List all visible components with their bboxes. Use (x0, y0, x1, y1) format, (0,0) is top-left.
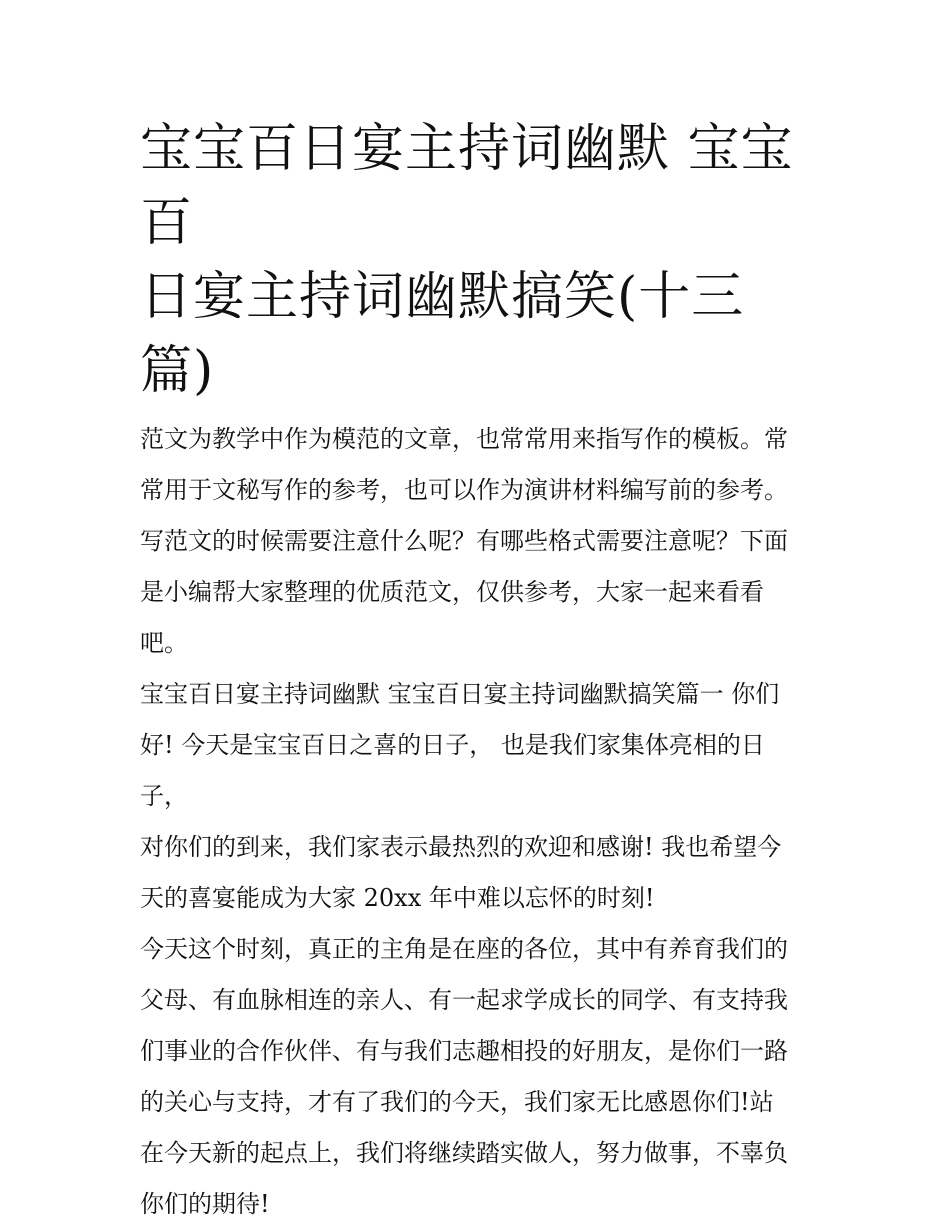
document-page (140, 112, 812, 1230)
text-line: 好! 今天是宝宝百日之喜的日子， 也是我们家集体亮相的日 (140, 731, 765, 759)
text-line: 的关心与支持，才有了我们的今天，我们家无比感恩你们!站 (140, 1088, 774, 1116)
text-line: 你们的期待! (140, 1190, 270, 1218)
body-paragraph (140, 822, 812, 924)
body-paragraph (140, 669, 812, 822)
title-line: 日宴主持词幽默搞笑(十三篇) (140, 267, 745, 401)
text-line: 范文为教学中作为模范的文章，也常常用来指写作的模板。常 (140, 425, 788, 453)
text-line: 子， (140, 782, 188, 810)
text-line: 天的喜宴能成为大家 20xx 年中难以忘怀的时刻! (140, 884, 655, 912)
document-title (140, 112, 812, 408)
intro-paragraph (140, 414, 812, 669)
text-line: 写范文的时候需要注意什么呢？有哪些格式需要注意呢？下面 (140, 527, 788, 555)
text-line: 是小编帮大家整理的优质范文，仅供参考，大家一起来看看 (140, 578, 764, 606)
text-line: 常用于文秘写作的参考，也可以作为演讲材料编写前的参考。 (140, 476, 788, 504)
text-line: 对你们的到来，我们家表示最热烈的欢迎和感谢! 我也希望今 (140, 833, 782, 861)
text-line: 在今天新的起点上，我们将继续踏实做人，努力做事，不辜负 (140, 1139, 788, 1167)
text-line: 今天这个时刻，真正的主角是在座的各位，其中有养育我们的 (140, 935, 788, 963)
text-line: 吧。 (140, 629, 188, 657)
title-line: 宝宝百日宴主持词幽默 宝宝百 (140, 119, 794, 253)
text-line: 父母、有血脉相连的亲人、有一起求学成长的同学、有支持我 (140, 986, 788, 1014)
text-line: 们事业的合作伙伴、有与我们志趣相投的好朋友，是你们一路 (140, 1037, 788, 1065)
text-line: 宝宝百日宴主持词幽默 宝宝百日宴主持词幽默搞笑篇一 你们 (140, 680, 780, 708)
body-paragraph (140, 924, 812, 1230)
